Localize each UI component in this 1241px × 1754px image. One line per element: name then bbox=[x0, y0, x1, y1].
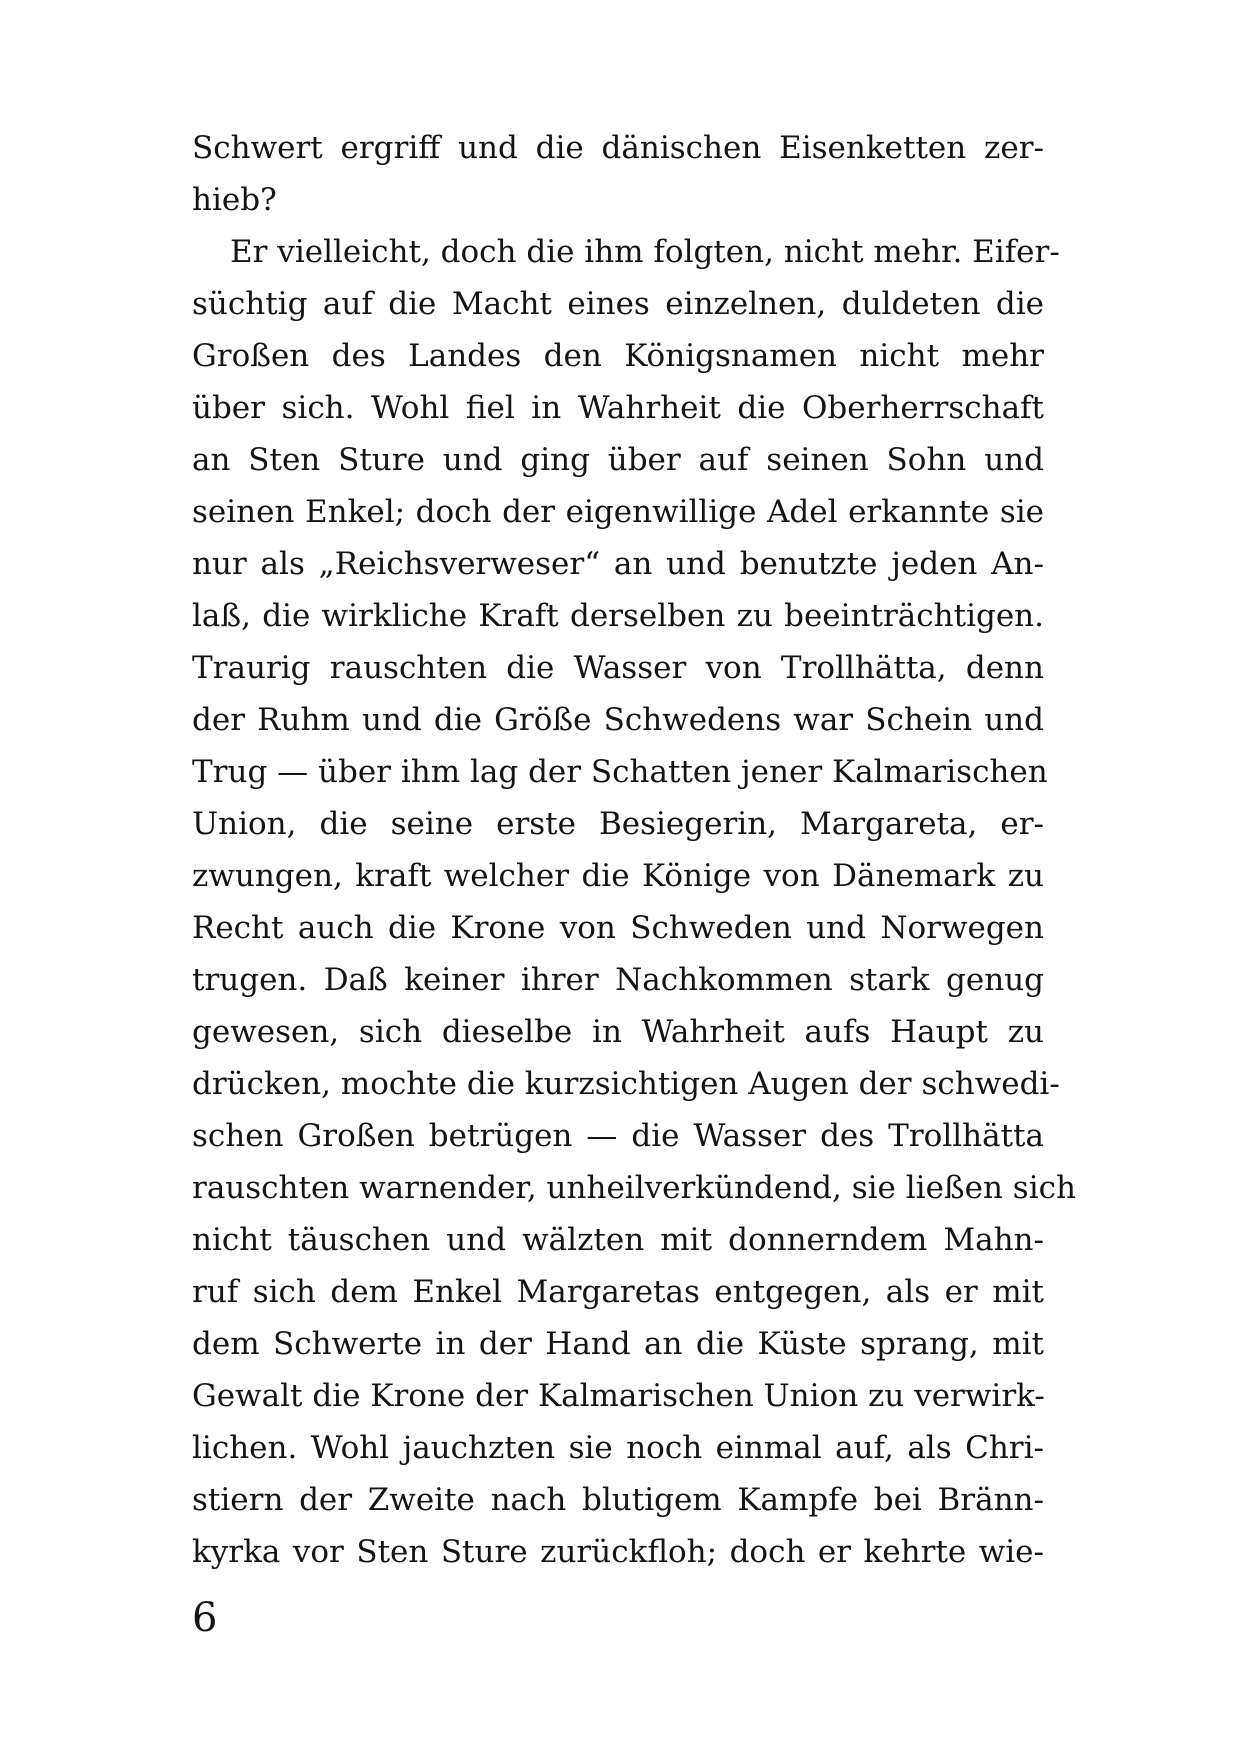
text-line: an Sten Sture und ging über auf seinen Sohn und bbox=[192, 442, 1044, 478]
text-line: Schwert ergriff und die dänischen Eisenketten zer- bbox=[192, 130, 1044, 166]
text-line: Traurig rauschten die Wasser von Trollhätta, denn bbox=[192, 650, 1044, 686]
text-line: seinen Enkel; doch der eigenwillige Adel erkannte sie bbox=[192, 494, 1044, 530]
text-line: kyrka vor Sten Sture zurückfloh; doch er kehrte wie- bbox=[192, 1534, 1044, 1570]
text-line: über sich. Wohl fiel in Wahrheit die Oberherrschaft bbox=[192, 390, 1044, 426]
text-line: stiern der Zweite nach blutigem Kampfe bei Bränn- bbox=[192, 1482, 1044, 1518]
page-number: 6 bbox=[192, 1595, 218, 1641]
text-line: Großen des Landes den Königsnamen nicht mehr bbox=[192, 338, 1044, 374]
text-line: laß, die wirkliche Kraft derselben zu beeinträchtigen. bbox=[192, 598, 1044, 634]
text-line: rauschten warnender, unheilverkündend, sie ließen sich bbox=[192, 1170, 1076, 1206]
text-line: drücken, mochte die kurzsichtigen Augen der schwedi- bbox=[192, 1066, 1060, 1102]
text-line: der Ruhm und die Größe Schwedens war Schein und bbox=[192, 702, 1044, 738]
body-text bbox=[192, 122, 1076, 1578]
text-line: nur als „Reichsverweser“ an und benutzte jeden An- bbox=[192, 546, 1044, 582]
text-line: Union, die seine erste Besiegerin, Margareta, er- bbox=[192, 806, 1044, 842]
text-line: Er vielleicht, doch die ihm folgten, nicht mehr. Eifer- bbox=[230, 234, 1060, 270]
text-line: gewesen, sich dieselbe in Wahrheit aufs Haupt zu bbox=[192, 1014, 1044, 1050]
text-line: ruf sich dem Enkel Margaretas entgegen, als er mit bbox=[192, 1274, 1044, 1310]
text-line: lichen. Wohl jauchzten sie noch einmal auf, als Chri- bbox=[192, 1430, 1044, 1466]
text-line: süchtig auf die Macht eines einzelnen, duldeten die bbox=[192, 286, 1044, 322]
text-line: nicht täuschen und wälzten mit donnerndem Mahn- bbox=[192, 1222, 1044, 1258]
text-line: schen Großen betrügen — die Wasser des Trollhätta bbox=[192, 1118, 1044, 1154]
text-line: Recht auch die Krone von Schweden und Norwegen bbox=[192, 910, 1044, 946]
text-line: hieb? bbox=[192, 182, 277, 218]
text-line: dem Schwerte in der Hand an die Küste sprang, mit bbox=[192, 1326, 1044, 1362]
text-line: trugen. Daß keiner ihrer Nachkommen stark genug bbox=[192, 962, 1044, 998]
text-line: Trug — über ihm lag der Schatten jener Kalmarischen bbox=[192, 754, 1048, 790]
text-line: Gewalt die Krone der Kalmarischen Union zu verwirk- bbox=[192, 1378, 1045, 1414]
text-line: zwungen, kraft welcher die Könige von Dänemark zu bbox=[192, 858, 1044, 894]
